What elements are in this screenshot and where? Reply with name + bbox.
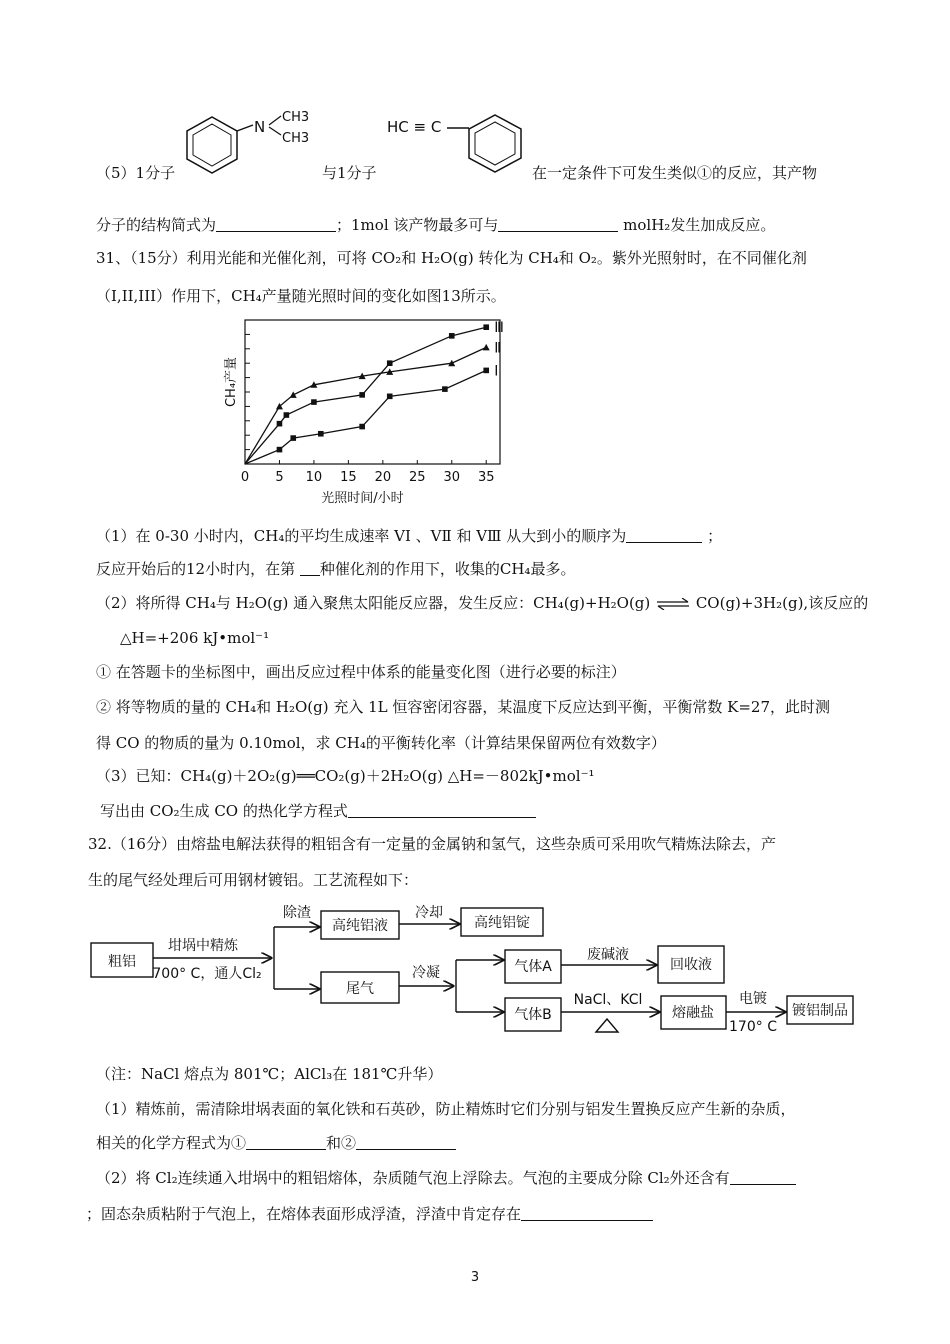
dimethylaniline-structure	[175, 105, 325, 185]
q32-p1b: 相关的化学方程式为①	[96, 1134, 247, 1152]
q32-p2-line1	[96, 1168, 796, 1188]
q32-note: （注：NaCl 熔点为 801℃；AlCl₃在 181℃升华）	[96, 1065, 443, 1083]
data-point	[483, 368, 489, 374]
answer-blank[interactable]	[216, 216, 336, 232]
data-point	[442, 386, 448, 392]
page-number: 3	[470, 1270, 480, 1285]
methyl-label-1: CH3	[282, 110, 310, 125]
q31-p2d: ① 在答题卡的坐标图中，画出反应过程中体系的能量变化图（进行必要的标注）	[96, 663, 626, 681]
q5-line2b: ；1mol 该产物最多可与	[336, 216, 499, 234]
q31-line1: 31、（15分）利用光能和光催化剂，可将 CO₂和 H₂O(g) 转化为 CH₄和 O₂。紫外光照射时，在不同催化剂	[96, 249, 807, 267]
data-point	[359, 424, 365, 430]
nitrogen-label: N	[254, 118, 266, 136]
q31-p1b: ；	[707, 527, 723, 545]
x-tick-label: 30	[443, 470, 461, 485]
answer-blank[interactable]	[300, 560, 320, 576]
answer-blank[interactable]	[730, 1169, 796, 1185]
q31-p2e: ② 将等物质的量的 CH₄和 H₂O(g) 充入 1L 恒容密闭容器，某温度下反应达到平衡，平衡常数 K=27，此时测	[96, 698, 831, 716]
product-box: 镀铝制品	[792, 1003, 848, 1019]
plating-label: 电镀	[739, 991, 767, 1007]
q31-p3b-line	[100, 801, 536, 821]
series-label: Ⅲ	[494, 320, 504, 337]
data-point	[359, 392, 365, 398]
phenylacetylene-structure	[385, 105, 535, 185]
process-flow-diagram	[85, 898, 875, 1043]
data-point	[387, 360, 393, 366]
q5-line2c: molH₂发生加成反应。	[623, 216, 776, 234]
q31-p1c: 反应开始后的12小时内，在第	[96, 560, 296, 578]
data-point	[318, 431, 324, 437]
ch4-yield-chart	[215, 312, 515, 512]
molten-salt-box: 熔融盐	[672, 1005, 714, 1021]
q5-line2	[96, 215, 775, 235]
q31-p3b: 写出由 CO₂生成 CO 的热化学方程式	[100, 802, 348, 820]
data-point	[277, 421, 283, 427]
data-point	[277, 447, 283, 453]
data-point	[387, 394, 393, 400]
series-label: Ⅱ	[494, 340, 502, 357]
q5-mid: 与1分子	[322, 164, 377, 182]
q31-line2: （I,II,III）作用下，CH₄产量随光照时间的变化如图13所示。	[96, 287, 506, 305]
x-tick-label: 35	[477, 470, 495, 485]
q31-p2a: （2）将所得 CH₄与 H₂O(g) 通入聚焦太阳能反应器，发生反应：CH₄(g)+H₂O(g)	[96, 594, 651, 612]
q32-p2-line2	[86, 1204, 653, 1224]
q31-p1-line2	[96, 559, 575, 579]
refine-label: 坩埚中精炼	[168, 938, 238, 954]
x-tick-label: 15	[340, 470, 357, 485]
answer-blank[interactable]	[521, 1205, 653, 1221]
nacl-kcl-label: NaCl、KCl	[573, 992, 643, 1008]
heat-triangle-icon	[596, 1019, 618, 1032]
gas-a-box: 气体A	[514, 959, 552, 975]
temp-170-label: 170° C	[729, 1019, 777, 1035]
equilibrium-arrow-icon	[655, 598, 691, 610]
q32-line1: 32.（16分）由熔盐电解法获得的粗铝含有一定量的金属钠和氢气，这些杂质可采用吹气精炼法除去，产	[88, 835, 776, 853]
plot-frame	[245, 320, 500, 464]
q31-p2f: 得 CO 的物质的量为 0.10mol，求 CH₄的平衡转化率（计算结果保留两位有效数字）	[96, 734, 666, 752]
y-axis-label: CH₄产量	[224, 356, 239, 408]
answer-blank[interactable]	[356, 1134, 456, 1150]
crude-al-box: 粗铝	[108, 954, 136, 970]
q32-p1c: 和②	[326, 1134, 357, 1152]
q5-prefix: （5）1分子	[96, 164, 176, 182]
refine-condition: 700° C，通人Cl₂	[152, 966, 262, 982]
x-tick-label: 25	[409, 470, 426, 485]
q31-p1d: 种催化剂的作用下，收集的CH₄最多。	[319, 560, 576, 578]
q32-p2b: ；固态杂质粘附于气泡上，在熔体表面形成浮渣，浮渣中肯定存在	[86, 1205, 522, 1223]
q31-p1	[96, 526, 722, 546]
data-point	[290, 391, 297, 398]
x-tick-label: 10	[305, 470, 323, 485]
answer-blank[interactable]	[348, 802, 536, 818]
condense-label: 冷凝	[412, 965, 440, 981]
q31-p2	[96, 593, 868, 613]
q32-p1-line2	[96, 1133, 456, 1153]
data-point	[483, 324, 489, 330]
q31-p2c: △H=+206 kJ•mol⁻¹	[120, 629, 270, 647]
methyl-label-2: CH3	[282, 131, 310, 146]
q5-line2a: 分子的结构简式为	[96, 216, 217, 234]
data-point	[483, 344, 490, 351]
gas-b-box: 气体B	[514, 1007, 552, 1023]
q31-p3a: （3）已知：CH₄(g)＋2O₂(g)══CO₂(g)＋2H₂O(g) △H=－802kJ•mol⁻¹	[96, 767, 595, 785]
series-line	[245, 327, 486, 464]
x-axis-label: 光照时间/小时	[321, 491, 404, 506]
q32-line2: 生的尾气经处理后可用钢材镀铝。工艺流程如下：	[88, 871, 419, 889]
hp-liquid-box: 高纯铝液	[332, 918, 388, 934]
alkyne-label: HC ≡ C	[387, 118, 442, 136]
slag-label: 除渣	[283, 905, 311, 921]
hp-ingot-box: 高纯铝锭	[474, 915, 530, 931]
answer-blank[interactable]	[626, 527, 702, 543]
series-label: Ⅰ	[494, 363, 499, 380]
recovered-box: 回收液	[670, 957, 712, 973]
data-point	[449, 333, 455, 339]
q31-p1a: （1）在 0-30 小时内，CH₄的平均生成速率 VⅠ 、VⅡ 和 VⅢ 从大到小的顺序为	[96, 527, 627, 545]
q32-p2a: （2）将 Cl₂连续通入坩埚中的粗铝熔体，杂质随气泡上浮除去。气泡的主要成分除 Cl₂外还含有	[96, 1169, 730, 1187]
x-tick-label: 5	[275, 470, 284, 485]
answer-blank[interactable]	[246, 1134, 326, 1150]
x-tick-label: 0	[240, 470, 250, 485]
q5-suffix: 在一定条件下可发生类似①的反应，其产物	[532, 164, 818, 182]
data-point	[311, 399, 317, 405]
x-tick-label: 20	[374, 470, 392, 485]
q31-p2b: CO(g)+3H₂(g),该反应的	[695, 594, 869, 612]
data-point	[284, 412, 290, 418]
cool-label: 冷却	[415, 905, 443, 921]
answer-blank[interactable]	[498, 216, 618, 232]
data-point	[290, 435, 296, 441]
q32-p1a: （1）精炼前，需清除坩埚表面的氧化铁和石英砂，防止精炼时它们分别与铝发生置换反应产生新的杂质，	[96, 1100, 796, 1118]
tail-gas-box: 尾气	[346, 981, 374, 997]
waste-alkali-label: 废碱液	[587, 947, 629, 963]
